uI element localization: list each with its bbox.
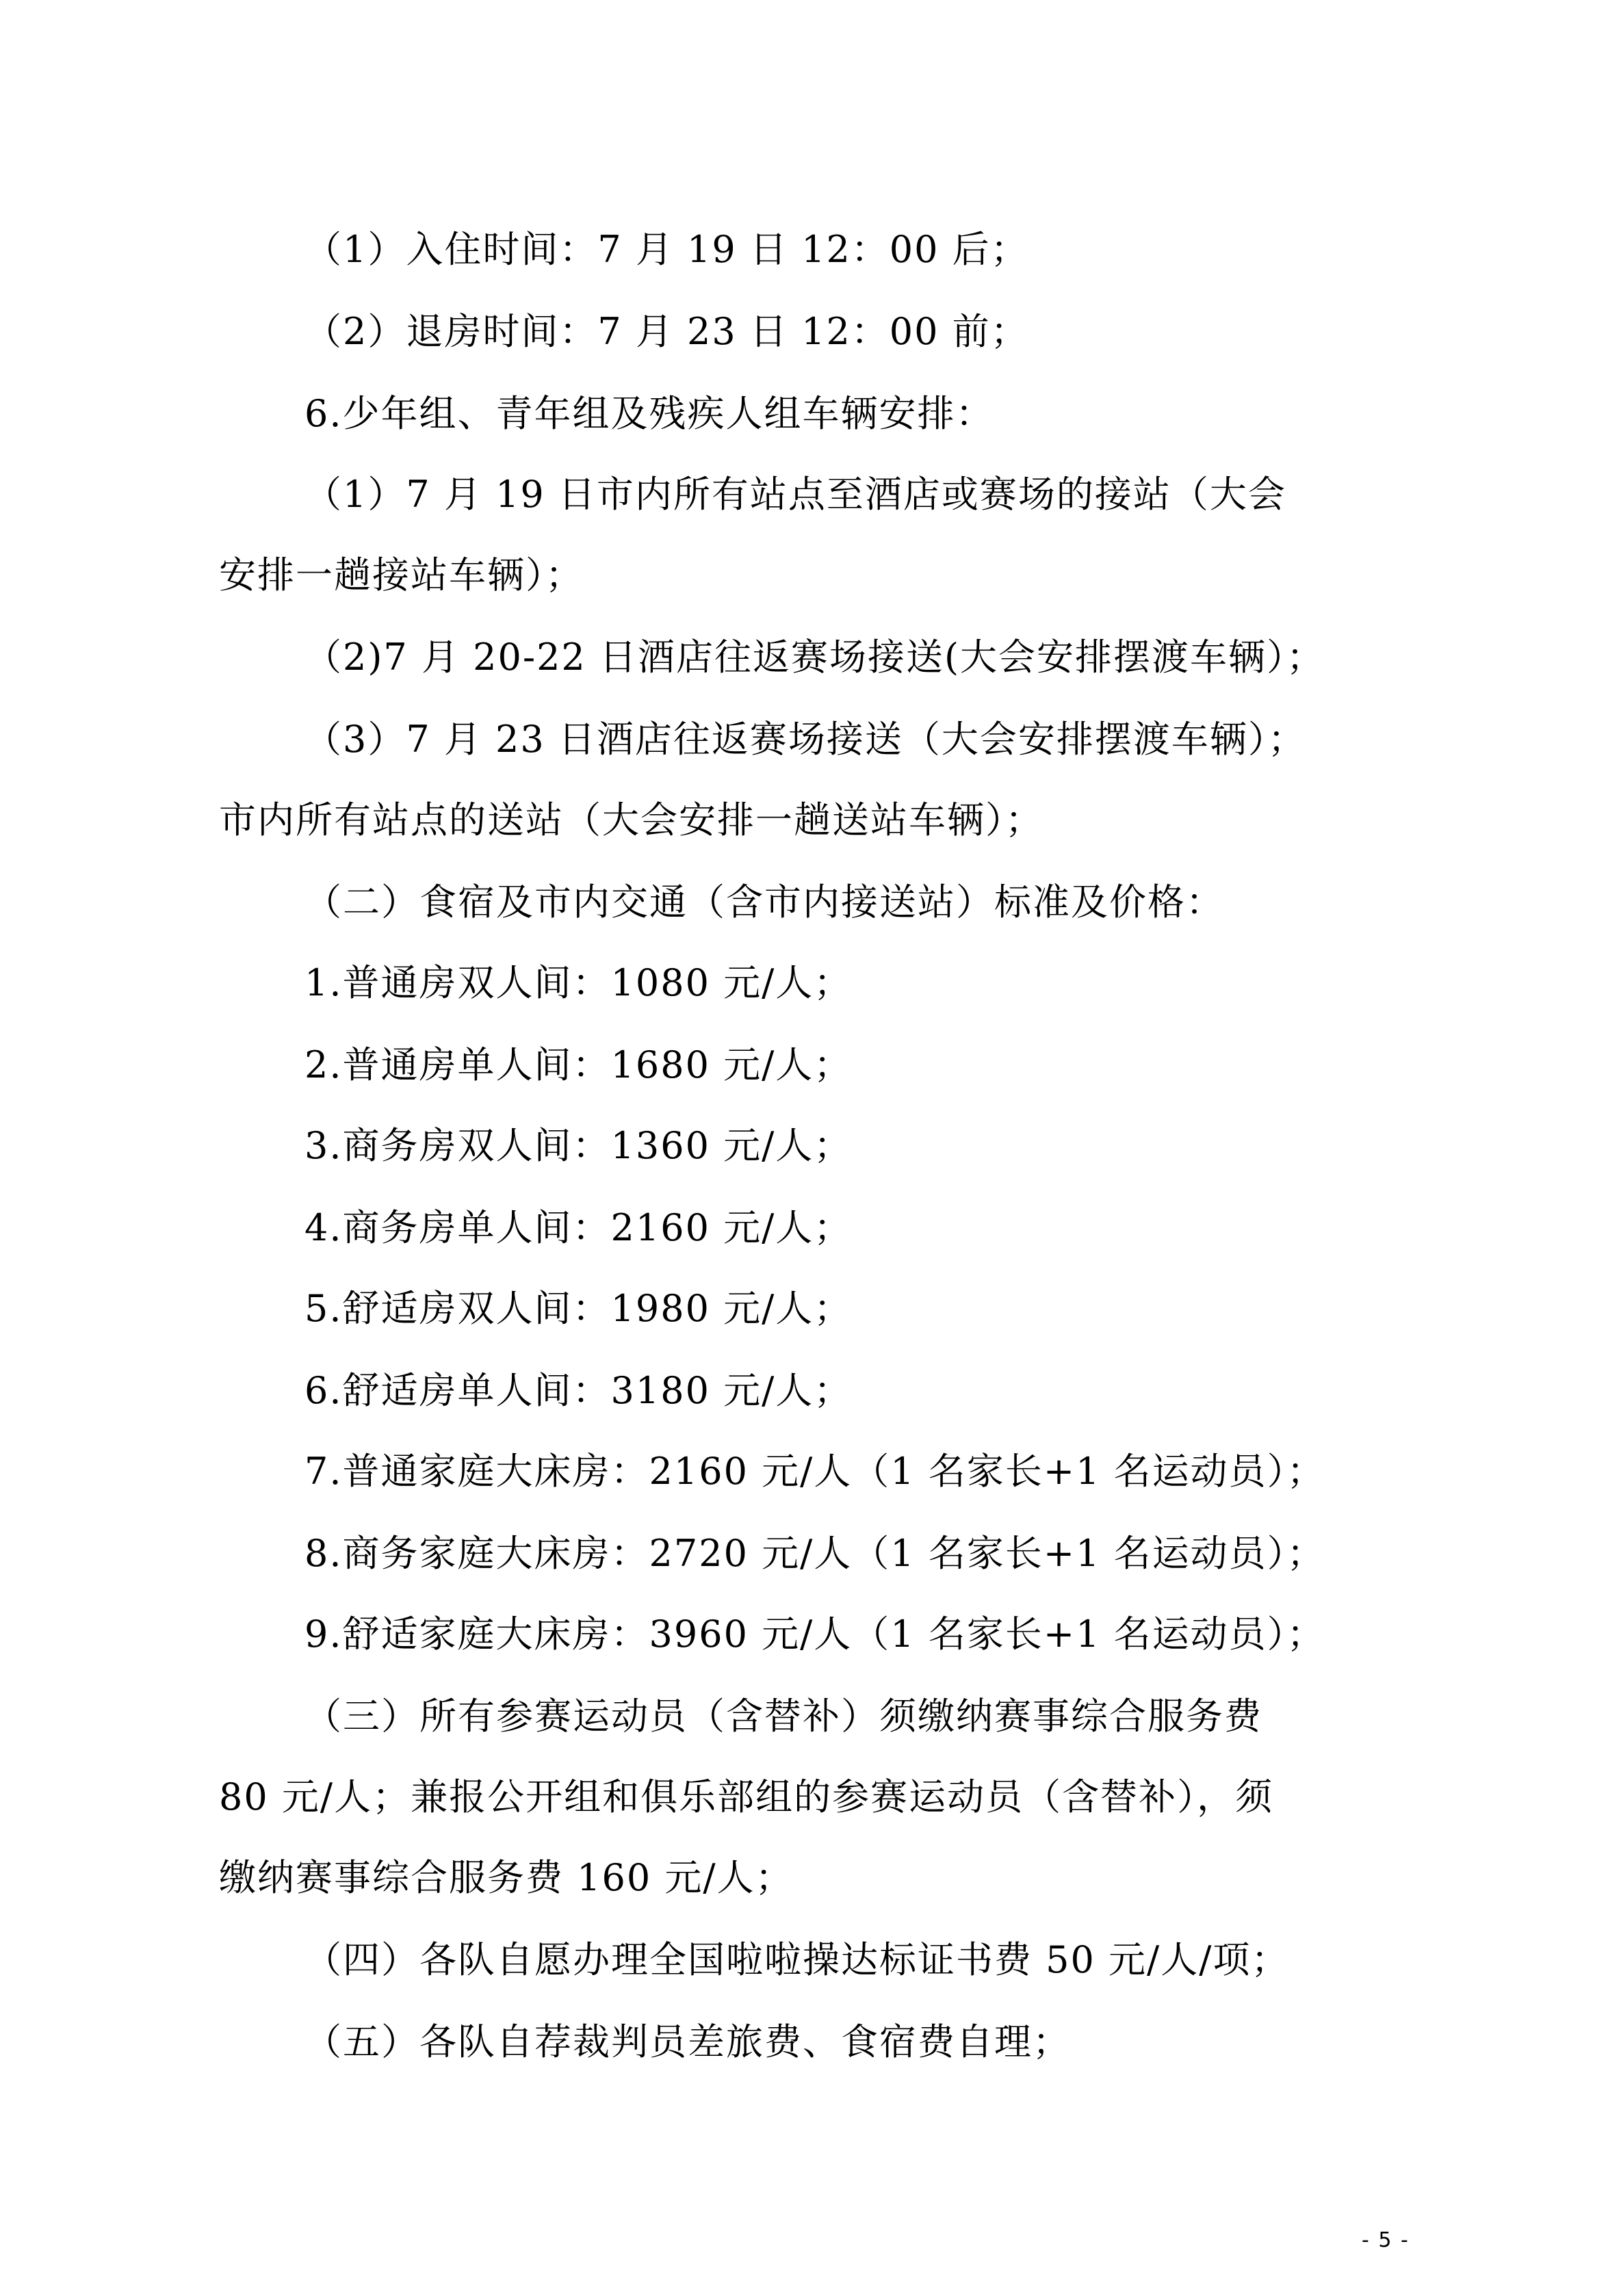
price-item: 9.舒适家庭大床房：3960 元/人（1 名家长+1 名运动员）； (304, 1613, 1325, 1656)
service-fee-line-continued: 缴纳赛事综合服务费 160 元/人； (219, 1856, 794, 1899)
checkout-time-line: （2）退房时间：7 月 23 日 12：00 前； (304, 310, 1029, 353)
service-fee-line-continued: 80 元/人；兼报公开组和俱乐部组的参赛运动员（含替补），须 (219, 1775, 1274, 1818)
pickup-line-continued: 安排一趟接站车辆）； (219, 553, 584, 597)
price-item: 6.舒适房单人间：3180 元/人； (304, 1369, 853, 1412)
pricing-section-heading: （二）食宿及市内交通（含市内接送站）标准及价格： (304, 880, 1224, 924)
price-item: 2.普通房单人间：1680 元/人； (304, 1043, 853, 1086)
price-item: 5.舒适房双人间：1980 元/人； (304, 1287, 853, 1330)
referee-expense-line: （五）各队自荐裁判员差旅费、食宿费自理； (304, 2020, 1071, 2063)
price-item: 1.普通房双人间：1080 元/人； (304, 961, 853, 1004)
price-item: 7.普通家庭大床房：2160 元/人（1 名家长+1 名运动员）； (304, 1450, 1325, 1493)
price-item: 3.商务房双人间：1360 元/人； (304, 1124, 853, 1167)
pickup-line: （1）7 月 19 日市内所有站点至酒店或赛场的接站（大会 (304, 473, 1286, 516)
service-fee-line: （三）所有参赛运动员（含替补）须缴纳赛事综合服务费 (304, 1695, 1262, 1738)
vehicle-section-heading: 6.少年组、青年组及残疾人组车辆安排： (304, 392, 994, 435)
page-number: - 5 - (1362, 2228, 1410, 2252)
shuttle-line: （2)7 月 20-22 日酒店往返赛场接送(大会安排摆渡车辆）； (304, 636, 1325, 679)
checkin-time-line: （1）入住时间：7 月 19 日 12：00 后； (304, 228, 1029, 271)
price-item: 8.商务家庭大床房：2720 元/人（1 名家长+1 名运动员）； (304, 1532, 1325, 1575)
dropoff-line-continued: 市内所有站点的送站（大会安排一趟送站车辆）； (219, 798, 1043, 842)
dropoff-line: （3）7 月 23 日酒店往返赛场接送（大会安排摆渡车辆）； (304, 718, 1306, 761)
certificate-fee-line: （四）各队自愿办理全国啦啦操达标证书费 50 元/人/项； (304, 1938, 1290, 1981)
price-item: 4.商务房单人间：2160 元/人； (304, 1206, 853, 1249)
